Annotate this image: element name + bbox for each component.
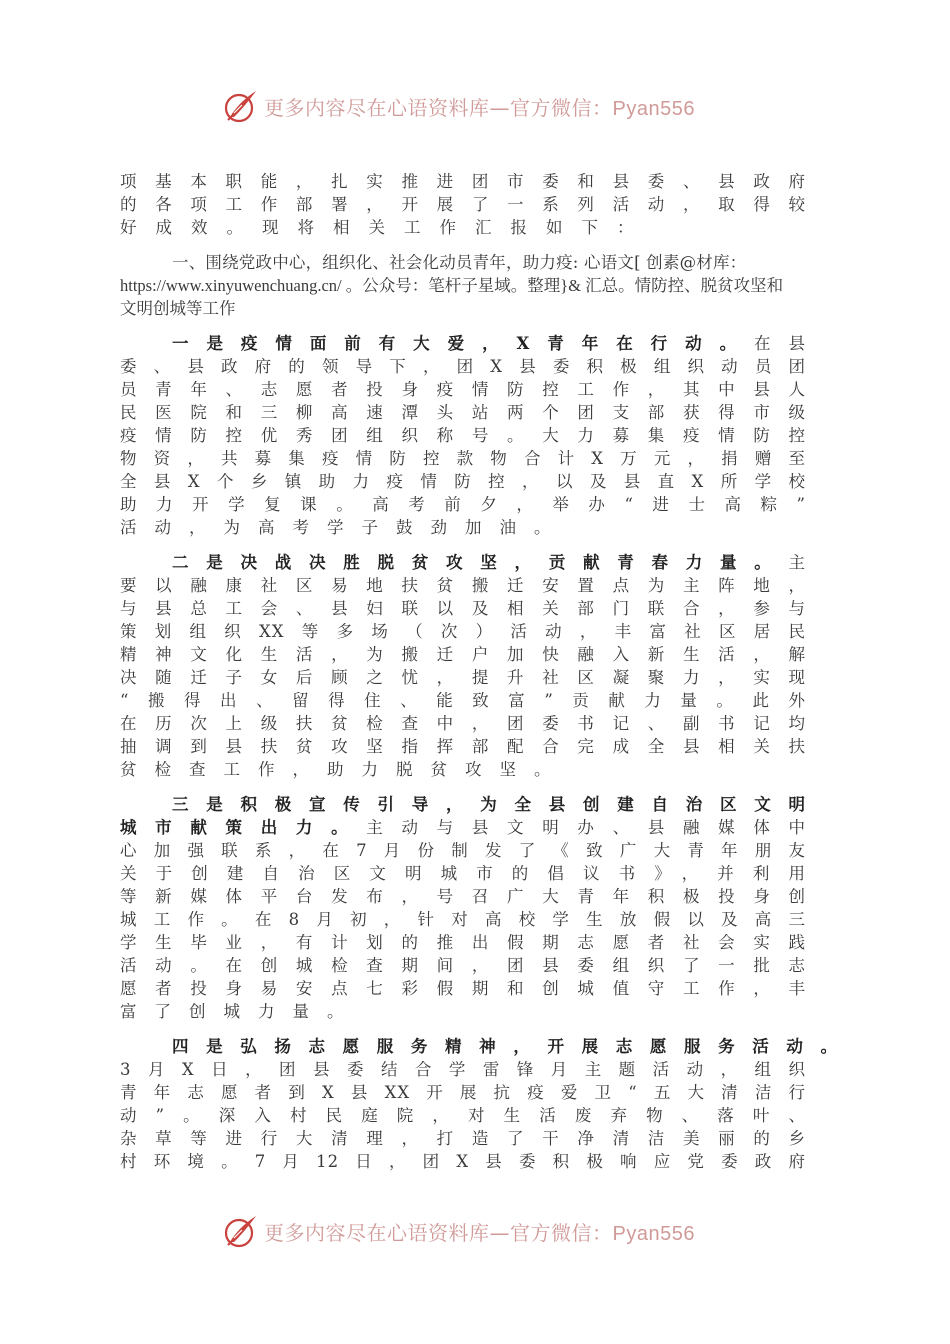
item-lead: 四是弘扬志愿服务精神，开展志愿服务活动。 bbox=[172, 1037, 838, 1056]
section-heading-line: 一、围绕党政中心，组织化、社会化动员青年，助力疫: 心语文[ 创素@材库： bbox=[172, 253, 747, 272]
item-line: 策划组织XX等多场（次）活动，丰富社区居民 bbox=[120, 622, 806, 641]
item-paragraph-1 bbox=[120, 332, 806, 539]
item-line: 民医院和三柳高速潭头站两个团支部获得市级 bbox=[120, 403, 806, 422]
header-banner bbox=[222, 86, 742, 126]
item-line: 决随迁子女后顾之忧，提升社区凝聚力，实现 bbox=[120, 668, 806, 687]
item-lead: 二是决战决胜脱贫攻坚，贡献青春力量。 bbox=[172, 553, 789, 572]
banner-text bbox=[264, 1217, 695, 1246]
item-paragraph-3 bbox=[120, 793, 806, 1023]
item-line: “搬得出、留得住、能致富”贡献力量。此外 bbox=[120, 691, 806, 710]
banner-wechat-id: Pyan556 bbox=[612, 1222, 695, 1245]
item-lead-line bbox=[120, 1035, 838, 1058]
item-line: 员青年、志愿者投身疫情防控工作，其中县人 bbox=[120, 380, 806, 399]
item-lead-line bbox=[120, 816, 806, 839]
item-line: 主 bbox=[788, 553, 806, 572]
quill-seal-icon bbox=[222, 87, 260, 125]
intro-line: 项基本职能，扎实推进团市委和县委、县政府 bbox=[120, 172, 806, 191]
item-line: 委、县政府的领导下，团X县委积极组织动员团 bbox=[120, 357, 806, 376]
intro-line: 的各项工作部署，开展了一系列活动，取得较 bbox=[120, 195, 806, 214]
banner-separator: — bbox=[489, 1220, 510, 1245]
banner-separator: — bbox=[489, 95, 510, 120]
item-lead-line bbox=[120, 551, 806, 574]
item-line: 动”。深入村民庭院，对生活废弃物、落叶、 bbox=[120, 1106, 806, 1125]
intro-paragraph bbox=[120, 170, 806, 239]
item-line: 学生毕业，有计划的推出假期志愿者社会实践 bbox=[120, 933, 806, 952]
banner-wechat-label: 官方微信： bbox=[510, 95, 613, 120]
section-heading-line: 文明创城等工作 bbox=[120, 299, 236, 318]
item-line: 杂草等进行大清理，打造了干净清洁美丽的乡 bbox=[120, 1129, 806, 1148]
item-line: 主动与县文明办、县融媒体中 bbox=[366, 818, 807, 837]
item-line: 富了创城力量。 bbox=[120, 1002, 362, 1021]
item-line: 村环境。7月12日，团X县委积极响应党委政府 bbox=[120, 1152, 806, 1171]
intro-line: 好成效。现将相关工作汇报如下： bbox=[120, 218, 653, 237]
banner-wechat-label: 官方微信： bbox=[510, 1220, 613, 1245]
item-lead: 城市献策出力。 bbox=[120, 818, 367, 837]
item-paragraph-4 bbox=[120, 1035, 838, 1173]
item-line: 活动。在创城检查期间，团县委组织了一批志 bbox=[120, 956, 806, 975]
item-line: 青年志愿者到X县XX开展抗疫爱卫“五大清洁行 bbox=[120, 1083, 806, 1102]
item-lead-line bbox=[120, 332, 806, 355]
banner-text bbox=[264, 92, 695, 121]
item-line: 要以融康社区易地扶贫搬迁安置点为主阵地， bbox=[120, 576, 806, 595]
item-line: 等新媒体平台发布，号召广大青年积极投身创 bbox=[120, 887, 806, 906]
item-line: 助力开学复课。高考前夕，举办“进士高粽” bbox=[120, 495, 806, 514]
banner-wechat-id: Pyan556 bbox=[612, 97, 695, 120]
item-line: 在县 bbox=[754, 334, 807, 353]
footer-banner bbox=[222, 1211, 742, 1251]
banner-site-text: 更多内容尽在心语资料库 bbox=[264, 1220, 490, 1245]
item-line: 精神文化生活，为搬迁户加快融入新生活，解 bbox=[120, 645, 806, 664]
item-line: 与县总工会、县妇联以及相关部门联合，参与 bbox=[120, 599, 806, 618]
item-lead-line bbox=[120, 793, 806, 816]
section-heading-paragraph bbox=[120, 251, 806, 320]
item-line: 贫检查工作，助力脱贫攻坚。 bbox=[120, 760, 569, 779]
item-lead: 一是疫情面前有大爱，X青年在行动。 bbox=[172, 334, 755, 353]
item-line: 愿者投身易安点七彩假期和创城值守工作，丰 bbox=[120, 979, 806, 998]
item-paragraph-2 bbox=[120, 551, 806, 781]
item-line: 在历次上级扶贫检查中，团委书记、副书记均 bbox=[120, 714, 806, 733]
banner-site-text: 更多内容尽在心语资料库 bbox=[264, 95, 490, 120]
section-heading-line: https://www.xinyuwenchuang.cn/ 。公众号：笔杆子星域。整理}& 汇总。情防控、脱贫攻坚和 bbox=[120, 276, 784, 295]
item-line: 3月X日，团县委结合学雷锋月主题活动，组织 bbox=[120, 1060, 806, 1079]
item-line: 活动，为高考学子鼓劲加油。 bbox=[120, 518, 569, 537]
item-line: 心加强联系，在7月份制发了《致广大青年朋友 bbox=[120, 841, 806, 860]
document-body bbox=[120, 170, 838, 1173]
item-line: 抽调到县扶贫攻坚指挥部配合完成全县相关扶 bbox=[120, 737, 806, 756]
item-line: 全县X个乡镇助力疫情防控，以及县直X所学校 bbox=[120, 472, 806, 491]
item-line: 城工作。在8月初，针对高校学生放假以及高三 bbox=[120, 910, 806, 929]
item-line: 关于创建自治区文明城市的倡议书》，并利用 bbox=[120, 864, 806, 883]
item-lead: 三是积极宣传引导，为全县创建自治区文明 bbox=[172, 795, 806, 814]
item-line: 物资，共募集疫情防控款物合计X万元，捐赠至 bbox=[120, 449, 806, 468]
item-line: 疫情防控优秀团组织称号。大力募集疫情防控 bbox=[120, 426, 806, 445]
quill-seal-icon bbox=[222, 1212, 260, 1250]
